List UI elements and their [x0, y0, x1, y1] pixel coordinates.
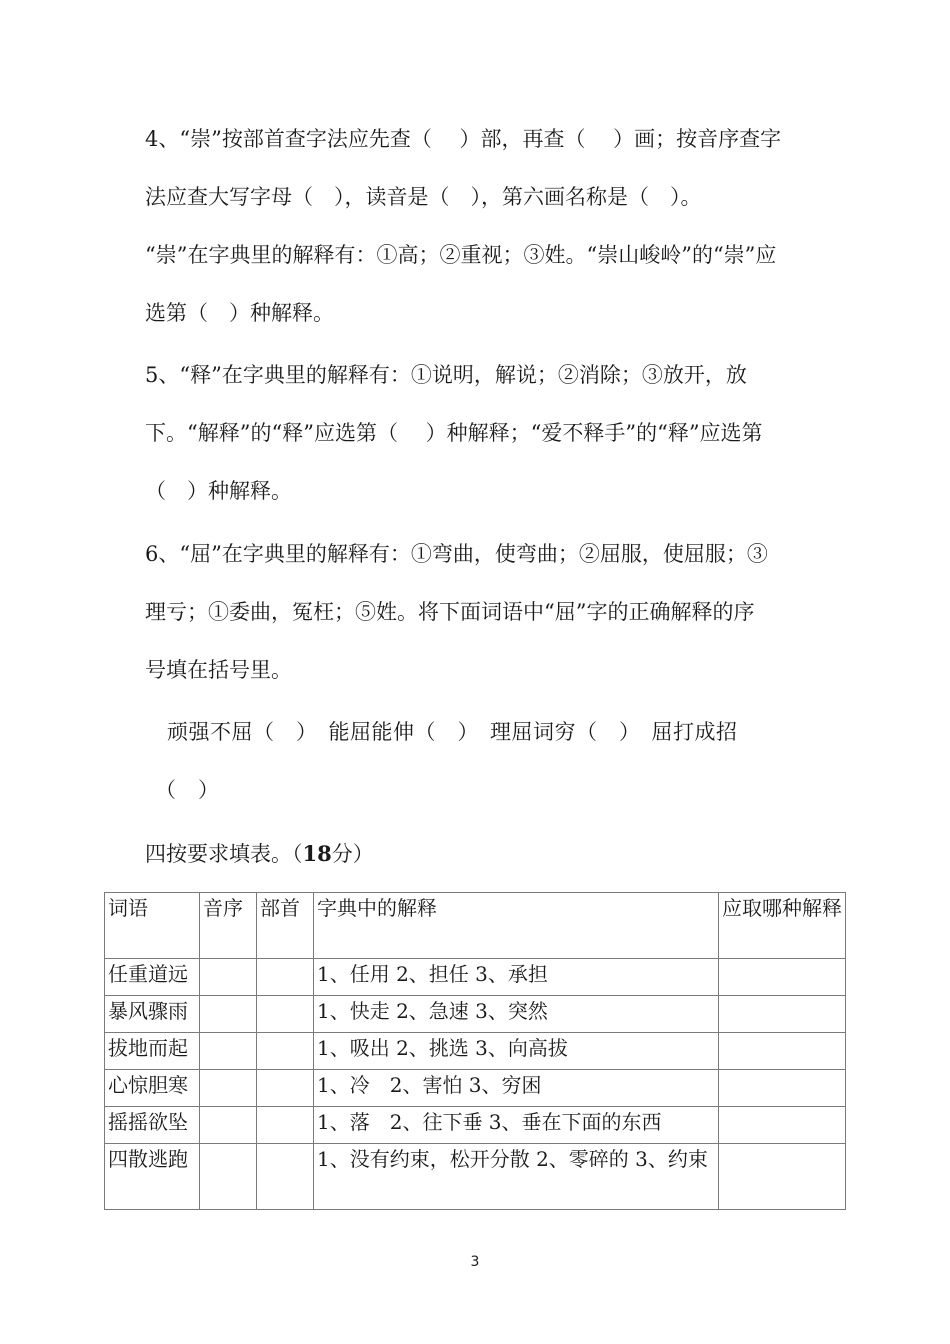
question-4-line: 法应查大写字母（ ），读音是（ ），第六画名称是（ ）。 — [145, 185, 702, 209]
cell-bushou[interactable] — [257, 959, 314, 996]
cell-yinxu[interactable] — [200, 1033, 257, 1070]
question-6-line: 号填在括号里。 — [145, 658, 292, 682]
question-6 — [145, 525, 807, 699]
question-6-words-tail: （ ） — [155, 778, 220, 802]
table-header-row — [105, 893, 846, 959]
question-4-line: “崇”在字典里的解释有：①高；②重视；③姓。“崇山峻岭”的“崇”应 — [145, 243, 777, 267]
fill-in-table — [104, 892, 846, 1210]
cell-answer[interactable] — [719, 1144, 846, 1210]
cell-bushou[interactable] — [257, 996, 314, 1033]
header-answer: 应取哪种解释 — [719, 893, 846, 959]
cell-yinxu[interactable] — [200, 1070, 257, 1107]
cell-answer[interactable] — [719, 1033, 846, 1070]
cell-yinxu[interactable] — [200, 959, 257, 996]
question-6-line: 6、“屈”在字典里的解释有：①弯曲，使弯曲；②屈服，使屈服；③ — [145, 542, 768, 566]
table-row — [105, 996, 846, 1033]
cell-bushou[interactable] — [257, 1107, 314, 1144]
section-4-title: 四按要求填表。（ — [145, 842, 303, 866]
question-5-line: 5、“释”在字典里的解释有：①说明，解说；②消除；③放开，放 — [145, 363, 747, 387]
question-5 — [145, 346, 807, 520]
question-5-line: （ ）种解释。 — [145, 479, 292, 503]
cell-word: 任重道远 — [105, 959, 200, 996]
cell-word: 拔地而起 — [105, 1033, 200, 1070]
cell-bushou[interactable] — [257, 1033, 314, 1070]
table-row — [105, 1107, 846, 1144]
cell-meaning: 1、没有约束，松开分散 2、零碎的 3、约束 — [314, 1144, 719, 1210]
section-4-heading — [145, 838, 374, 868]
header-bushou: 部首 — [257, 893, 314, 959]
cell-yinxu[interactable] — [200, 1144, 257, 1210]
table-row — [105, 959, 846, 996]
table-row — [105, 1144, 846, 1210]
cell-yinxu[interactable] — [200, 1107, 257, 1144]
cell-answer[interactable] — [719, 996, 846, 1033]
cell-yinxu[interactable] — [200, 996, 257, 1033]
table-row — [105, 1070, 846, 1107]
cell-word: 摇摇欲坠 — [105, 1107, 200, 1144]
question-6-words-line: 顽强不屈（ ） 能屈能伸（ ） 理屈词穷（ ） 屈打成招 — [167, 720, 738, 744]
question-6-words — [145, 703, 807, 819]
page-number: 3 — [470, 1254, 480, 1270]
cell-answer[interactable] — [719, 959, 846, 996]
cell-meaning: 1、冷 2、害怕 3、穷困 — [314, 1070, 719, 1107]
cell-meaning: 1、落 2、往下垂 3、垂在下面的东西 — [314, 1107, 719, 1144]
table-row — [105, 1033, 846, 1070]
section-4-score: 18 — [302, 841, 332, 866]
cell-answer[interactable] — [719, 1070, 846, 1107]
cell-meaning: 1、快走 2、急速 3、突然 — [314, 996, 719, 1033]
question-5-line: 下。“解释”的“释”应选第（ ）种解释；“爱不释手”的“释”应选第 — [145, 421, 763, 445]
cell-word: 暴风骤雨 — [105, 996, 200, 1033]
question-4-line: 4、“崇”按部首查字法应先查（ ）部，再查（ ）画；按音序查字 — [145, 127, 782, 151]
cell-meaning: 1、吸出 2、挑选 3、向高拔 — [314, 1033, 719, 1070]
question-4 — [145, 110, 807, 342]
section-4-suffix: 分） — [331, 842, 374, 866]
header-word: 词语 — [105, 893, 200, 959]
cell-bushou[interactable] — [257, 1070, 314, 1107]
question-4-line: 选第（ ）种解释。 — [145, 301, 334, 325]
header-yinxu: 音序 — [200, 893, 257, 959]
cell-word: 心惊胆寒 — [105, 1070, 200, 1107]
header-meaning: 字典中的解释 — [314, 893, 719, 959]
cell-answer[interactable] — [719, 1107, 846, 1144]
cell-word: 四散逃跑 — [105, 1144, 200, 1210]
question-6-line: 理亏；①委曲，冤枉；⑤姓。将下面词语中“屈”字的正确解释的序 — [145, 600, 755, 624]
cell-meaning: 1、任用 2、担任 3、承担 — [314, 959, 719, 996]
cell-bushou[interactable] — [257, 1144, 314, 1210]
